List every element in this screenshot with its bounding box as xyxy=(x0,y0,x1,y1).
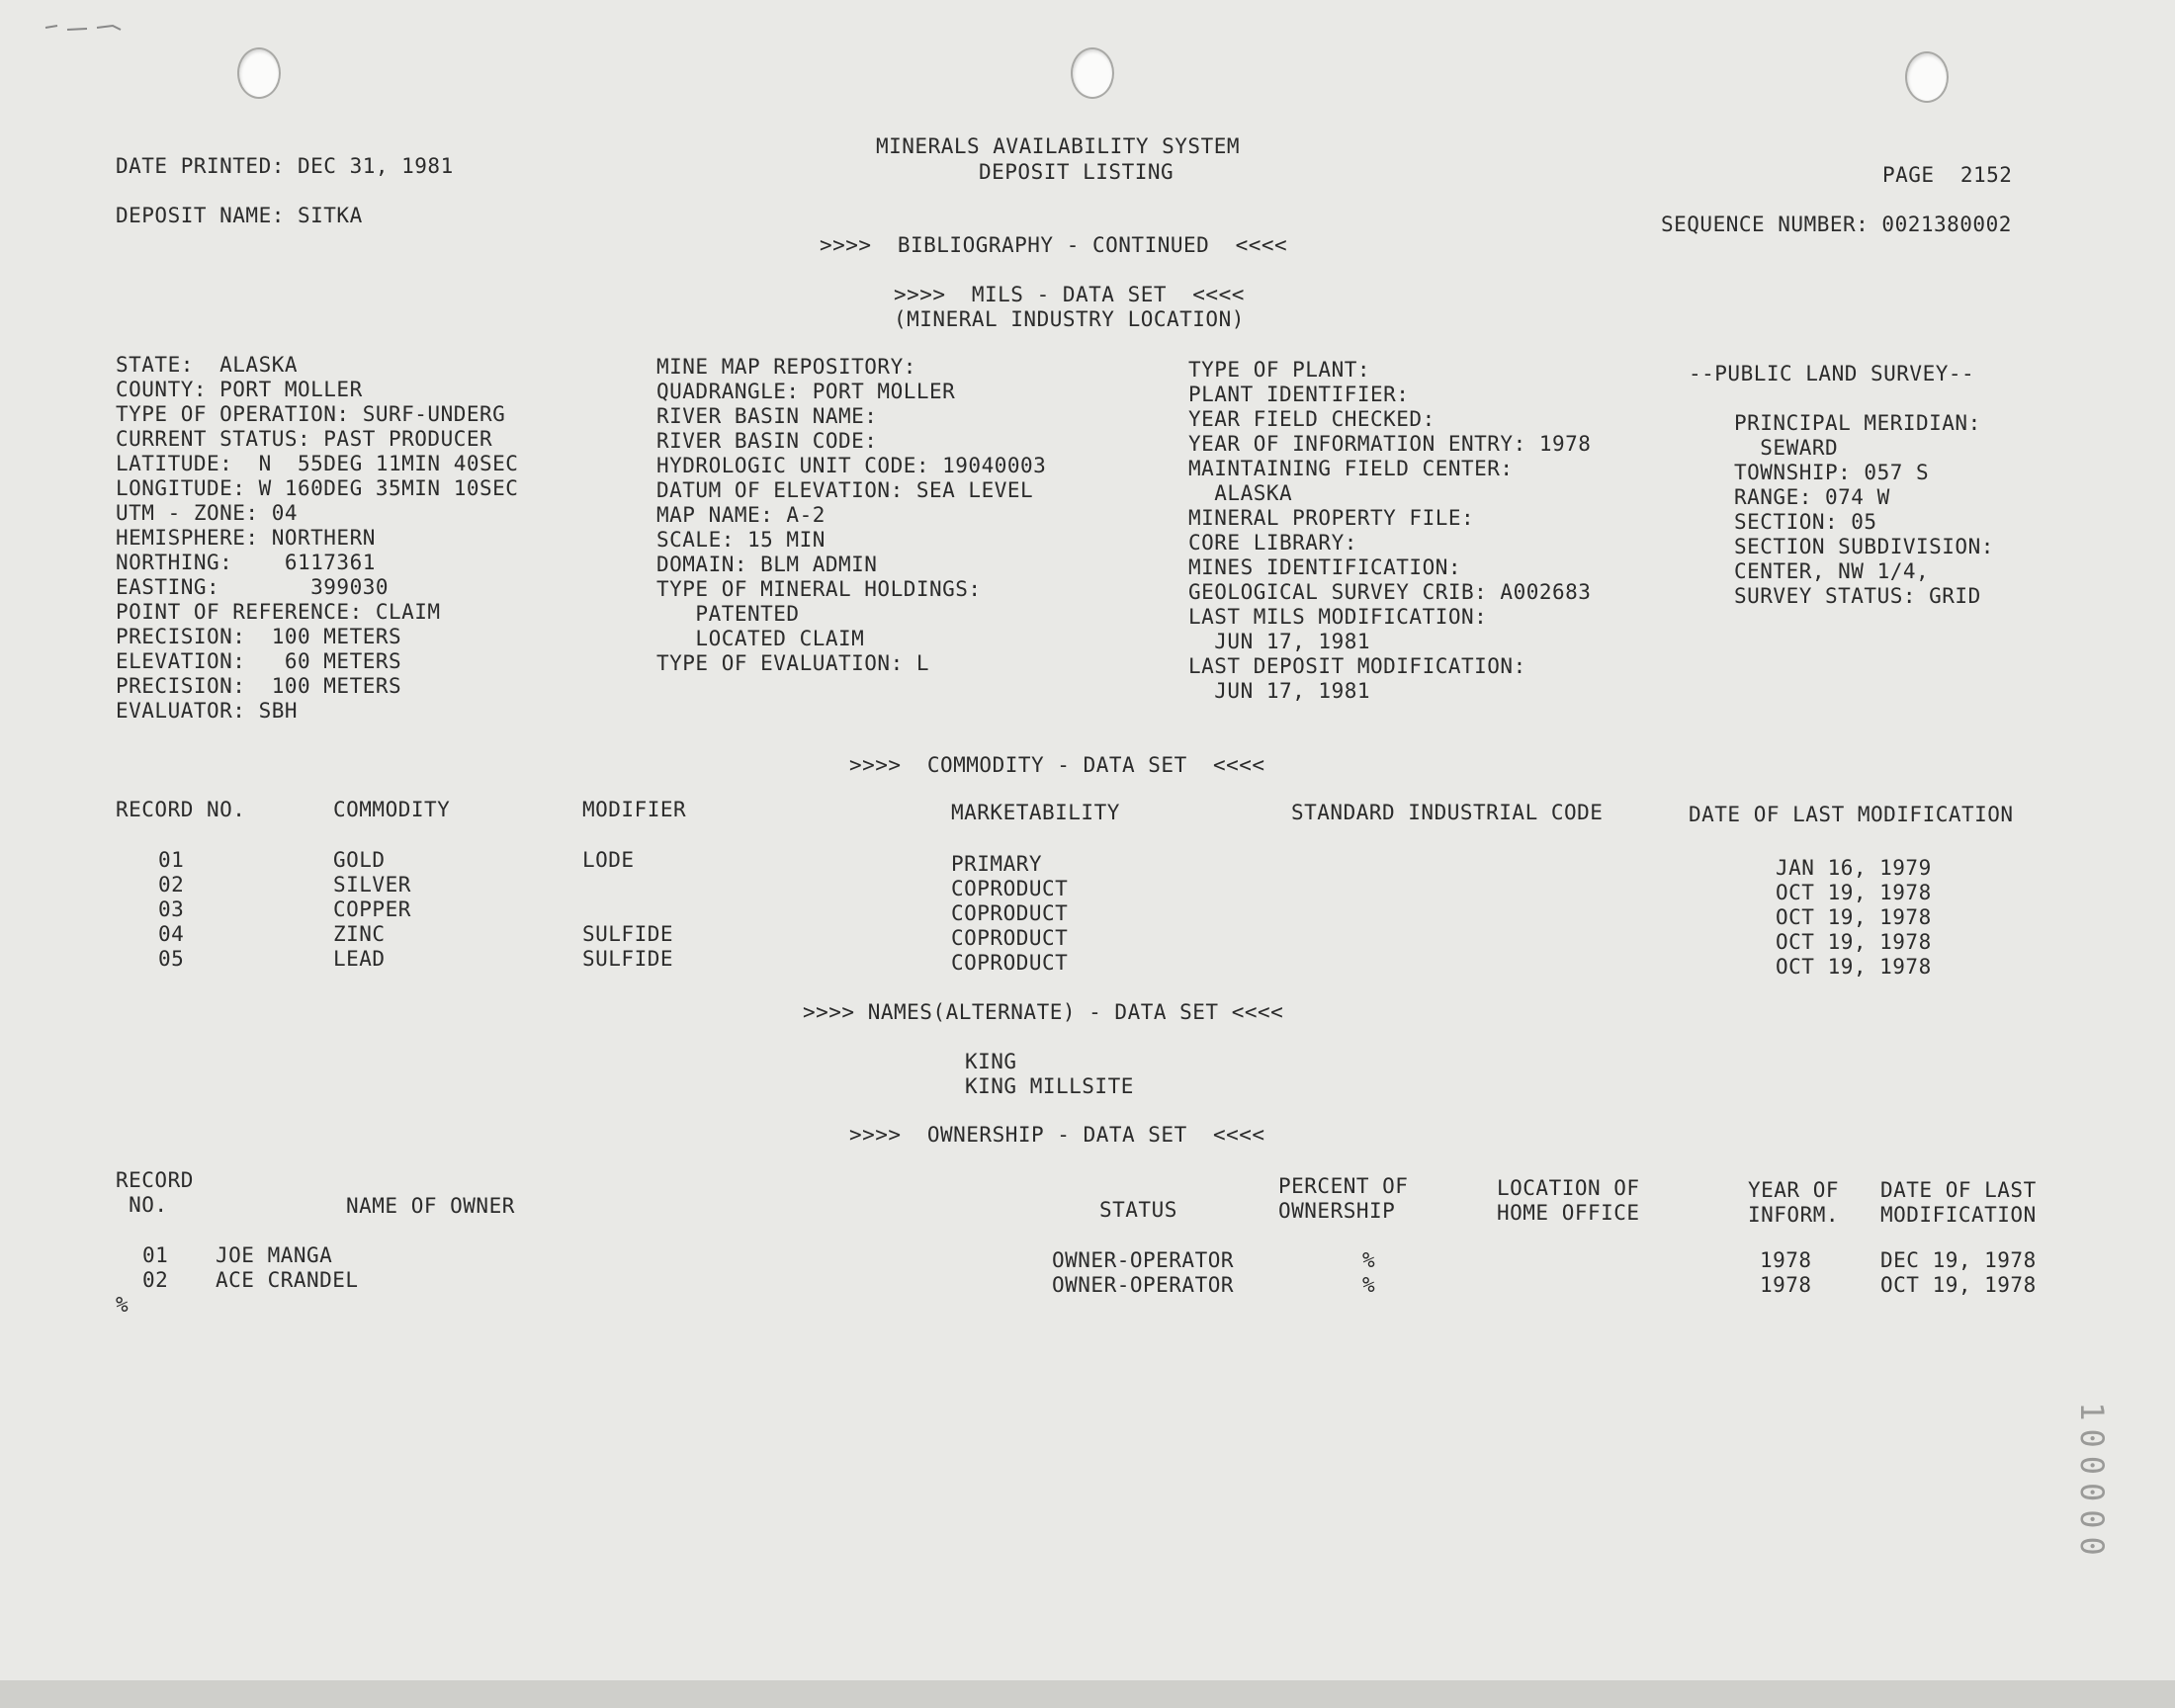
punch-hole-center xyxy=(1071,47,1114,99)
mils-field: PRECISION: 100 METERS xyxy=(116,625,402,648)
punch-hole-left xyxy=(237,47,281,99)
own-col-year-2: INFORM. xyxy=(1748,1203,1840,1227)
col-modifier: MODIFIER xyxy=(582,798,687,821)
own-col-record-no: NO. xyxy=(116,1193,168,1217)
record-no-cell: 02 xyxy=(142,1268,169,1292)
date-cell: DEC 19, 1978 xyxy=(1880,1248,2037,1272)
mils-field: MAP NAME: A-2 xyxy=(656,503,826,527)
owner-name-cell: JOE MANGA xyxy=(216,1243,333,1267)
mils-field: POINT OF REFERENCE: CLAIM xyxy=(116,600,441,624)
own-col-name: NAME OF OWNER xyxy=(346,1194,515,1218)
mils-field: CORE LIBRARY: xyxy=(1188,531,1357,555)
mils-field: UTM - ZONE: 04 xyxy=(116,501,299,525)
year-cell: 1978 xyxy=(1760,1248,1812,1272)
alternate-name: KING xyxy=(965,1050,1017,1073)
commodity-cell: COPPER xyxy=(333,897,411,921)
owner-name-cell: ACE CRANDEL xyxy=(216,1268,359,1292)
own-col-year: YEAR OF xyxy=(1748,1178,1840,1202)
land-survey-column xyxy=(1734,411,1994,609)
pen-mark xyxy=(44,22,162,34)
mils-banner: >>>> MILS - DATA SET <<<< xyxy=(894,283,1245,306)
record-no-cell: 02 xyxy=(158,873,185,897)
names-banner: >>>> NAMES(ALTERNATE) - DATA SET <<<< xyxy=(803,1000,1284,1024)
land-survey-field: CENTER, NW 1/4, xyxy=(1734,559,1930,583)
modifier-cell: LODE xyxy=(582,848,635,872)
mils-field: LOCATED CLAIM xyxy=(656,627,865,650)
date-cell: JAN 16, 1979 xyxy=(1776,856,1932,880)
mils-field: LONGITUDE: W 160DEG 35MIN 10SEC xyxy=(116,476,519,500)
mils-field: PATENTED xyxy=(656,602,800,626)
mils-location-column xyxy=(116,353,518,724)
mils-field: LATITUDE: N 55DEG 11MIN 40SEC xyxy=(116,452,519,475)
land-survey-field: PRINCIPAL MERIDIAN: xyxy=(1734,411,1981,435)
deposit-name: DEPOSIT NAME: SITKA xyxy=(116,204,363,227)
system-title: MINERALS AVAILABILITY SYSTEM xyxy=(876,134,1241,158)
commodity-cell: ZINC xyxy=(333,922,386,946)
mils-field: NORTHING: 6117361 xyxy=(116,551,376,574)
date-cell: OCT 19, 1978 xyxy=(1776,955,1932,979)
land-survey-field: SURVEY STATUS: GRID xyxy=(1734,584,1981,608)
col-commodity: COMMODITY xyxy=(333,798,451,821)
date-cell: OCT 19, 1978 xyxy=(1880,1273,2037,1297)
own-col-date-2: MODIFICATION xyxy=(1880,1203,2037,1227)
marketability-cell: COPRODUCT xyxy=(951,877,1069,900)
land-survey-field: SECTION SUBDIVISION: xyxy=(1734,535,1994,558)
commodity-cell: GOLD xyxy=(333,848,386,872)
mils-field: PRECISION: 100 METERS xyxy=(116,674,402,698)
own-col-percent-2: OWNERSHIP xyxy=(1278,1199,1396,1223)
date-cell: OCT 19, 1978 xyxy=(1776,905,1932,929)
mils-field: MINERAL PROPERTY FILE: xyxy=(1188,506,1475,530)
own-col-date: DATE OF LAST xyxy=(1880,1178,2037,1202)
mils-field: RIVER BASIN CODE: xyxy=(656,429,878,453)
mils-field: TYPE OF EVALUATION: L xyxy=(656,651,930,675)
mils-field: SCALE: 15 MIN xyxy=(656,528,826,552)
mils-field: MINES IDENTIFICATION: xyxy=(1188,555,1462,579)
record-no-cell: 04 xyxy=(158,922,185,946)
mils-field: PLANT IDENTIFIER: xyxy=(1188,383,1410,406)
trailing-percent-mark: % xyxy=(116,1293,130,1317)
table-row xyxy=(0,873,2175,904)
marketability-cell: COPRODUCT xyxy=(951,901,1069,925)
mils-field: STATE: ALASKA xyxy=(116,353,299,377)
marketability-cell: COPRODUCT xyxy=(951,926,1069,950)
commodity-header-row xyxy=(0,798,2175,826)
mils-field: ALASKA xyxy=(1188,481,1293,505)
mils-field: DOMAIN: BLM ADMIN xyxy=(656,553,878,576)
marketability-cell: COPRODUCT xyxy=(951,951,1069,975)
mils-field: EASTING: 399030 xyxy=(116,575,390,599)
table-row xyxy=(0,922,2175,954)
land-survey-field: TOWNSHIP: 057 S xyxy=(1734,461,1930,484)
mils-field: MINE MAP REPOSITORY: xyxy=(656,355,916,379)
commodity-cell: LEAD xyxy=(333,947,386,971)
record-no-cell: 01 xyxy=(142,1243,169,1267)
col-date-modified: DATE OF LAST MODIFICATION xyxy=(1689,803,2014,826)
land-survey-field: RANGE: 074 W xyxy=(1734,485,1890,509)
col-marketability: MARKETABILITY xyxy=(951,801,1120,824)
mils-field: YEAR FIELD CHECKED: xyxy=(1188,407,1436,431)
alternate-name: KING MILLSITE xyxy=(965,1074,1134,1098)
mils-field: JUN 17, 1981 xyxy=(1188,630,1371,653)
table-row xyxy=(0,947,2175,979)
date-printed: DATE PRINTED: DEC 31, 1981 xyxy=(116,154,454,178)
page-number: PAGE 2152 xyxy=(1882,163,2013,187)
bibliography-banner: >>>> BIBLIOGRAPHY - CONTINUED <<<< xyxy=(820,233,1288,257)
alternate-names-list xyxy=(965,1050,1134,1099)
mils-field: RIVER BASIN NAME: xyxy=(656,404,878,428)
mils-field: ELEVATION: 60 METERS xyxy=(116,649,402,673)
commodity-banner: >>>> COMMODITY - DATA SET <<<< xyxy=(849,753,1265,777)
percent-cell: % xyxy=(1362,1273,1376,1297)
col-sic: STANDARD INDUSTRIAL CODE xyxy=(1291,801,1604,824)
mils-field: TYPE OF PLANT: xyxy=(1188,358,1371,382)
own-col-location-2: HOME OFFICE xyxy=(1497,1201,1640,1225)
land-survey-field: SECTION: 05 xyxy=(1734,510,1877,534)
table-row xyxy=(0,848,2175,880)
record-no-cell: 03 xyxy=(158,897,185,921)
mils-field: DATUM OF ELEVATION: SEA LEVEL xyxy=(656,478,1034,502)
record-no-cell: 05 xyxy=(158,947,185,971)
col-record-no: RECORD NO. xyxy=(116,798,246,821)
mils-field: YEAR OF INFORMATION ENTRY: 1978 xyxy=(1188,432,1592,456)
status-cell: OWNER-OPERATOR xyxy=(1052,1248,1235,1272)
marketability-cell: PRIMARY xyxy=(951,852,1043,876)
table-row xyxy=(0,897,2175,929)
mils-field: CURRENT STATUS: PAST PRODUCER xyxy=(116,427,493,451)
modifier-cell: SULFIDE xyxy=(582,947,674,971)
mils-field: COUNTY: PORT MOLLER xyxy=(116,378,363,401)
frame-stamp: 100000 xyxy=(2073,1402,2111,1564)
date-cell: OCT 19, 1978 xyxy=(1776,930,1932,954)
table-row xyxy=(0,1243,2175,1272)
mils-field: TYPE OF MINERAL HOLDINGS: xyxy=(656,577,982,601)
year-cell: 1978 xyxy=(1760,1273,1812,1297)
ownership-banner: >>>> OWNERSHIP - DATA SET <<<< xyxy=(849,1123,1265,1147)
mils-field: MAINTAINING FIELD CENTER: xyxy=(1188,457,1514,480)
mils-field: QUADRANGLE: PORT MOLLER xyxy=(656,380,956,403)
mils-field: HEMISPHERE: NORTHERN xyxy=(116,526,376,550)
mils-field: EVALUATOR: SBH xyxy=(116,699,299,723)
punch-hole-right xyxy=(1905,51,1949,103)
mils-plant-column xyxy=(1188,358,1591,704)
mils-field: JUN 17, 1981 xyxy=(1188,679,1371,703)
own-col-record: RECORD xyxy=(116,1168,194,1192)
listing-title: DEPOSIT LISTING xyxy=(979,160,1174,184)
date-cell: OCT 19, 1978 xyxy=(1776,881,1932,904)
percent-cell: % xyxy=(1362,1248,1376,1272)
record-no-cell: 01 xyxy=(158,848,185,872)
mils-field: LAST MILS MODIFICATION: xyxy=(1188,605,1488,629)
mils-field: GEOLOGICAL SURVEY CRIB: A002683 xyxy=(1188,580,1592,604)
mils-field: HYDROLOGIC UNIT CODE: 19040003 xyxy=(656,454,1047,477)
modifier-cell: SULFIDE xyxy=(582,922,674,946)
scanner-edge xyxy=(0,1680,2175,1708)
sequence-number: SEQUENCE NUMBER: 0021380002 xyxy=(1661,213,2012,236)
own-col-status: STATUS xyxy=(1099,1198,1177,1222)
own-col-percent: PERCENT OF xyxy=(1278,1174,1409,1198)
mils-subtitle: (MINERAL INDUSTRY LOCATION) xyxy=(894,307,1245,331)
mils-field: TYPE OF OPERATION: SURF-UNDERG xyxy=(116,402,506,426)
commodity-cell: SILVER xyxy=(333,873,411,897)
status-cell: OWNER-OPERATOR xyxy=(1052,1273,1235,1297)
own-col-location: LOCATION OF xyxy=(1497,1176,1640,1200)
mils-field: LAST DEPOSIT MODIFICATION: xyxy=(1188,654,1526,678)
mils-map-column xyxy=(656,355,1046,676)
land-survey-title: --PUBLIC LAND SURVEY-- xyxy=(1689,362,1975,385)
table-row xyxy=(0,1268,2175,1297)
land-survey-field: SEWARD xyxy=(1734,436,1839,460)
